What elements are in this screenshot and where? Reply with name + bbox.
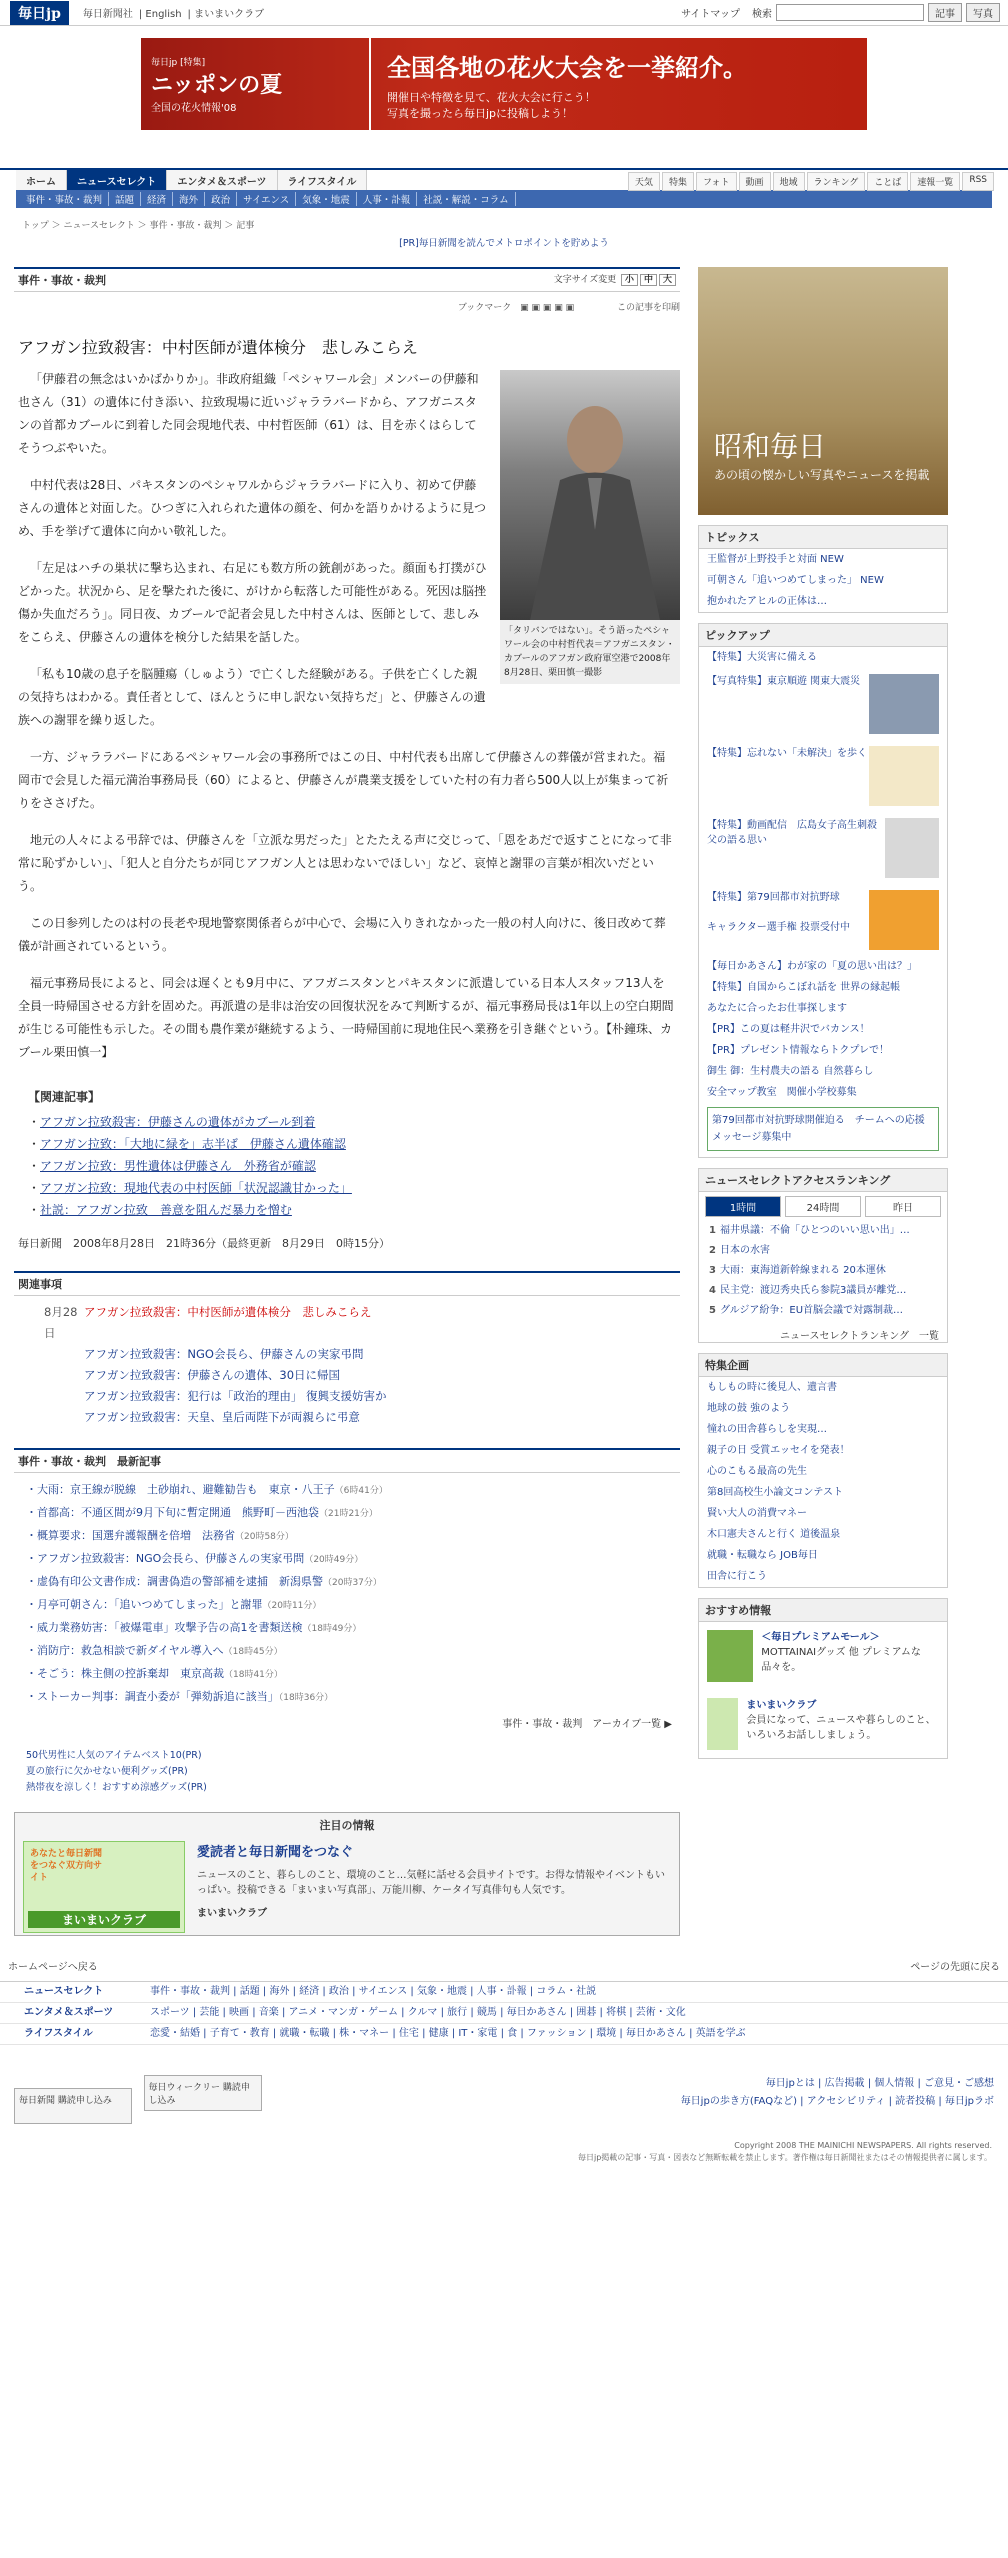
subscribe-weekly-banner[interactable]: 毎日ウィークリー 購読申し込み <box>144 2075 262 2111</box>
pickup-link[interactable]: 安全マップ教室 関催小学校募集 <box>707 1087 857 1098</box>
search-input[interactable] <box>776 4 924 21</box>
showa-banner[interactable] <box>698 267 948 515</box>
attention-body: ニュースのこと、暮らしのこと、環境のこと…気軽に話せる会員サイトです。お得な情報やイベントもいっぱい。投稿できる「まいまい写真部」、万能川柳、ケータイ写真俳句も人気です。 <box>197 1870 665 1896</box>
latest-box <box>14 1448 680 1730</box>
related-article-link[interactable]: ・社説：アフガン拉致 善意を阻んだ暴力を憎む <box>28 1203 292 1217</box>
banner-badge: 毎日jp [特集] <box>151 57 206 68</box>
feature-item[interactable]: 就職・転職なら JOB毎日 <box>707 1550 818 1561</box>
sub-nav <box>16 190 992 208</box>
club-name: まいまいクラブ <box>28 1911 180 1928</box>
nav-words[interactable]: ことば <box>867 172 908 191</box>
maimai-club-logo[interactable] <box>23 1841 185 1933</box>
bottom-nav <box>0 1981 1008 2045</box>
subscribe-mainichi-banner[interactable]: 毎日新聞 購読申し込み <box>14 2088 132 2124</box>
latest-item[interactable]: ・ストーカー判事：調査小委が「弾劾訴追に該当」（18時36分） <box>26 1690 334 1703</box>
bookmark-bar <box>14 300 680 313</box>
maimai-club-promo[interactable]: まいまいクラブ 会員になって、ニュースや暮らしのこと、いろいろお話ししましょう。 <box>699 1690 947 1758</box>
club-tagline: あなたと毎日新聞をつなぐ双方向サイト <box>30 1849 103 1883</box>
feature-item[interactable]: 第8回高校生小論文コンテスト <box>707 1487 843 1498</box>
bottom-nav-items[interactable]: スポーツ | 芸能 | 映画 | 音楽 | アニメ・マンガ・ゲーム | クルマ | 旅行 | 競馬 | 毎日かあさん | 囲碁 | 将棋 | 芸術・文化 <box>150 2007 686 2018</box>
related-box-title: 関連事項 <box>14 1271 680 1296</box>
pickup-row[interactable]: 【特集】動画配信 広島女子高生刺殺 父の語る思い <box>699 812 947 884</box>
subnav-world[interactable]: 海外 <box>173 192 205 206</box>
banner-left <box>141 38 371 130</box>
feature-item[interactable]: 田舎に行こう <box>707 1571 767 1582</box>
size-small-button[interactable]: 小 <box>621 274 638 286</box>
subnav-science[interactable]: サイエンス <box>237 192 296 206</box>
premium-mall-promo[interactable]: ＜毎日プレミアムモール＞ MOTTAINAIグッズ 他 プレミアムな品々を。 <box>699 1622 947 1690</box>
tab-news-select[interactable]: ニュースセレクト <box>67 170 167 190</box>
summer-banner[interactable] <box>141 38 867 130</box>
ranking-title: ニュースセレクトアクセスランキング <box>699 1169 947 1192</box>
copyright-notice: 毎日jp掲載の記事・写真・図表など無断転載を禁止します。著作権は毎日新聞社またはその情報提供者に属します。 <box>577 2153 992 2162</box>
toplink-maimai[interactable]: まいまいクラブ <box>194 9 265 20</box>
feature-item[interactable]: 心のこもる最高の先生 <box>707 1466 807 1477</box>
ranking-item[interactable]: 2 日本の水害 <box>709 1245 770 1256</box>
subnav-obituary[interactable]: 人事・訃報 <box>357 192 418 206</box>
nav-rss[interactable]: RSS <box>962 172 994 191</box>
main-column <box>14 267 680 1936</box>
pr-item[interactable]: 熱帯夜を涼しく！おすすめ涼感グッズ(PR) <box>26 1782 207 1793</box>
pickup-box <box>698 623 948 1158</box>
related-articles-title: 【関連記事】 <box>28 1090 101 1104</box>
toplink-mainichi[interactable]: 毎日新聞社 <box>82 9 133 20</box>
latest-item[interactable]: ・虚偽有印公文書作成：調書偽造の警部補を逮捕 新潟県警（20時37分） <box>26 1575 382 1588</box>
pickup-link[interactable]: 【PR】この夏は軽井沢でバカンス！ <box>707 1024 870 1035</box>
article-paragraph: 「左足はハチの巣状に撃ち込まれ、右足にも数方所の銃創があった。顔面も打撲がひどかった。状況から、足を撃たれた後に、がけから転落した可能性がある。死因は脳挫傷か失血だろう」。同日夜、カブールで記者会見した中村さんは、医師として、悲しみをこらえ、伊藤さんの遺体を検分した結果を話した。 <box>18 561 487 644</box>
maimai-club-image <box>707 1698 738 1750</box>
print-link[interactable]: この記事を印刷 <box>616 303 680 313</box>
related-article-link[interactable]: ・アフガン拉致：「大地に緑を」志半ば 伊藤さん遺体確認 <box>28 1137 346 1151</box>
section-header <box>14 267 680 292</box>
ranking-item[interactable]: 3 大雨：東海道新幹線まれる 20本運休 <box>709 1265 886 1276</box>
feature-box <box>698 1353 948 1588</box>
copyright <box>0 2140 1008 2164</box>
tab-lifestyle[interactable]: ライフスタイル <box>278 170 368 190</box>
topic-item[interactable]: 抱かれたアヒルの正体は… <box>707 596 827 607</box>
article-paragraph: 中村代表は28日、パキスタンのペシャワルからジャララバードに入り、初めて伊藤さんの遺体と対面した。ひつぎに入れられた遺体の顔を、何かを語りかけるように見つめ、手を挙げて遺体に向かい敬礼した。 <box>18 478 487 538</box>
bottom-nav-items[interactable]: 恋愛・結婚 | 子育て・教育 | 就職・転職 | 株・マネー | 住宅 | 健康 | IT・家電 | 食 | ファッション | 環境 | 毎日かあさん | 英語を学ぶ <box>150 2028 746 2039</box>
banner-right <box>371 48 747 121</box>
topics-title: トピックス <box>699 526 947 549</box>
article-paragraph: 福元事務局長によると、同会は遅くとも9月中に、アフガニスタンとパキスタンに派遣している日本人スタッフ13人を全員一時帰国させる方針を固めた。再派遣の是非は治安の回復状況をみて判断するが、福元事務局長は1年以上の空白期間が生じる可能性も示した。その間も農作業が継続するよう、一時帰国前に現地住民へ業務を引き継ぐという。【朴鐘珠、カブール栗田慎一】 <box>18 976 674 1059</box>
nav-feature[interactable]: 特集 <box>662 172 694 191</box>
bottom-nav-label[interactable]: エンタメ＆スポーツ <box>24 2007 114 2018</box>
banner-line2: 写真を撮ったら毎日jpに投稿しよう！ <box>387 106 574 120</box>
toplink-english[interactable]: English <box>145 9 182 20</box>
pickup-link[interactable]: 【PR】プレゼント情報ならトクプレで！ <box>707 1045 889 1056</box>
top-links: 毎日新聞社 | English | まいまいクラブ <box>82 9 265 20</box>
pickup-link[interactable]: 御生 御：生村農夫の語る 自然暮らし <box>707 1066 874 1077</box>
latest-item[interactable]: ・概算要求：国選弁護報酬を倍増 法務省（20時58分） <box>26 1529 294 1542</box>
related-row[interactable]: アフガン拉致殺害：犯行は「政治的理由」 復興支援妨害か <box>84 1389 387 1403</box>
archive-link[interactable]: 事件・事故・裁判 アーカイブ一覧 ▶ <box>502 1719 672 1730</box>
footer-links-2[interactable]: 毎日jpの歩き方(FAQなど) | アクセシビリティ | 読者投稿 | 毎日jpラボ <box>680 2096 994 2107</box>
nav-ranking[interactable]: ランキング <box>807 172 866 191</box>
subnav-topics[interactable]: 話題 <box>109 192 141 206</box>
pickup-link[interactable]: 【特集】自国からこぼれ話を 世界の縁起帳 <box>707 982 901 993</box>
nav-video[interactable]: 動画 <box>739 172 771 191</box>
feature-item[interactable]: 地球の鼓 強のよう <box>707 1403 791 1414</box>
copyright-text: Copyright 2008 THE MAINICHI NEWSPAPERS. All rights reserved. <box>734 2141 992 2150</box>
topic-item[interactable]: 可朝さん「追いつめてしまった」 NEW <box>707 575 884 586</box>
pr-item[interactable]: 夏の旅行に欠かせない便利グッズ(PR) <box>26 1766 188 1777</box>
osusume-title: おすすめ情報 <box>699 1599 947 1622</box>
tab-entertainment[interactable]: エンタメ＆スポーツ <box>167 170 277 190</box>
ranking-more-link[interactable]: ニュースセレクトランキング 一覧 <box>780 1331 939 1342</box>
feature-item[interactable]: 親子の日 受賞エッセイを発表！ <box>707 1445 850 1456</box>
pickup-link[interactable]: 第79回都市対抗野球開催迫る チームへの応援メッセージ募集中 <box>707 1107 939 1151</box>
home-link[interactable]: ホームページへ戻る <box>8 1962 98 1973</box>
tab-home[interactable]: ホーム <box>16 170 67 190</box>
pickup-row[interactable]: 【写真特集】東京順遊 関東大震災 <box>699 668 947 740</box>
osusume-box <box>698 1598 948 1759</box>
size-large-button[interactable]: 大 <box>659 274 676 286</box>
latest-item[interactable]: ・大雨：京王線が脱線 土砂崩れ、避難勧告も 東京・八王子（6時41分） <box>26 1483 388 1496</box>
bottom-nav-row <box>0 1982 1008 2003</box>
bottom-nav-label[interactable]: ニュースセレクト <box>24 1986 104 1997</box>
bookmark-icons[interactable]: ▣ ▣ ▣ ▣ ▣ <box>520 303 575 313</box>
bottom-nav-items[interactable]: 事件・事故・裁判 | 話題 | 海外 | 経済 | 政治 | サイエンス | 気象・地震 | 人事・訃報 | コラム・社説 <box>150 1986 597 1997</box>
bottom-nav-row <box>0 2003 1008 2024</box>
main-nav <box>0 168 1008 190</box>
bookmark-label: ブックマーク <box>457 303 512 313</box>
search-articles-button[interactable]: 記事 <box>928 3 962 22</box>
ranking-box <box>698 1168 948 1343</box>
sidebar <box>698 267 948 1936</box>
footer <box>0 2075 1008 2124</box>
size-medium-button[interactable]: 中 <box>640 274 657 286</box>
site-logo[interactable]: 毎日jp <box>10 1 69 25</box>
related-row[interactable]: 8月28日 アフガン拉致殺害：中村医師が遺体検分 悲しみこらえ <box>44 1305 372 1340</box>
related-article-link[interactable]: ・アフガン拉致：現地代表の中村医師「状況認識甘かった」 <box>28 1181 352 1195</box>
pr-top-link[interactable]: [PR]毎日新聞を読んでメトロポイントを貯めよう <box>399 238 609 249</box>
article-photo <box>500 370 680 684</box>
pickup-thumb <box>869 674 939 734</box>
pickup-thumb <box>885 818 939 878</box>
banner-left-sub: 全国の花火情報'08 <box>151 102 237 114</box>
text-size-control <box>554 272 676 288</box>
pickup-item[interactable]: 【特集】大災害に備える <box>707 652 817 663</box>
footer-links-1[interactable]: 毎日jpとは | 広告掲載 | 個人情報 | ご意見・ご感想 <box>765 2078 994 2089</box>
attention-headline[interactable]: 愛読者と毎日新聞をつなぐ <box>197 1845 354 1860</box>
attention-box <box>14 1812 680 1936</box>
banner-right-title: 全国各地の花火大会を一挙紹介。 <box>387 53 747 82</box>
subnav-politics[interactable]: 政治 <box>205 192 237 206</box>
ranking-item[interactable]: 4 民主党：渡辺秀央氏ら参院3議員が離党… <box>709 1285 907 1296</box>
top-link[interactable]: ページの先頭に戻る <box>910 1962 1000 1973</box>
search-area <box>681 3 1000 22</box>
related-article-link[interactable]: ・アフガン拉致：男性遺体は伊藤さん 外務省が確認 <box>28 1159 316 1173</box>
subnav-crime[interactable]: 事件・事故・裁判 <box>20 192 109 206</box>
latest-box-title: 事件・事故・裁判 最新記事 <box>14 1448 680 1473</box>
photo-image[interactable] <box>500 370 680 620</box>
feature-item[interactable]: 賢い大人の消費マネー <box>707 1508 807 1519</box>
related-row[interactable]: アフガン拉致殺害：天皇、皇后両陛下が両親らに弔意 <box>84 1410 360 1424</box>
ranking-tab-1h[interactable]: 1時間 <box>705 1196 781 1217</box>
nav-breaking[interactable]: 速報一覧 <box>910 172 960 191</box>
latest-item[interactable]: ・月亭可朝さん：「追いつめてしまった」と謝罪（20時11分） <box>26 1598 322 1611</box>
banner-line1: 開催日や特徴を見て、花火大会に行こう！ <box>387 90 596 104</box>
nav-right-links <box>628 172 994 191</box>
feature-title: 特集企画 <box>699 1354 947 1377</box>
ranking-item[interactable]: 1 福井県議：不倫「ひとつのいい思い出」… <box>709 1225 910 1236</box>
nav-photo[interactable]: フォト <box>696 172 737 191</box>
search-label: 検索 <box>752 9 772 20</box>
article-headline: アフガン拉致殺害：中村医師が遺体検分 悲しみこらえ <box>18 338 418 357</box>
feature-item[interactable]: 憧れの田舎暮らしを実現… <box>707 1424 827 1435</box>
sitemap-link[interactable]: サイトマップ <box>681 9 740 20</box>
text-size-label: 文字サイズ変更 <box>553 275 617 285</box>
related-box <box>14 1271 680 1428</box>
topics-box <box>698 525 948 613</box>
banner-left-title: ニッポンの夏 <box>151 72 283 98</box>
article-paragraph: この日参列したのは村の長老や現地警察関係者らが中心で、会場に入りきれなかった一般の村人向けに、後日改めて葬儀が計画されているという。 <box>18 916 666 953</box>
section-title: 事件・事故・裁判 <box>18 274 106 287</box>
showa-sub: あの頃の懐かしい写真やニュースを掲載 <box>714 468 930 482</box>
latest-item[interactable]: ・そごう：株主側の控訴棄却 東京高裁（18時41分） <box>26 1667 283 1680</box>
person-illustration <box>500 370 680 620</box>
bottom-nav-label[interactable]: ライフスタイル <box>24 2028 93 2039</box>
pickup-title: ピックアップ <box>699 624 947 647</box>
nav-weather[interactable]: 天気 <box>628 172 660 191</box>
ranking-tab-24h[interactable]: 24時間 <box>785 1196 861 1217</box>
related-article-link[interactable]: ・アフガン拉致殺害：伊藤さんの遺体がカブール到着 <box>28 1115 316 1129</box>
attention-title: 注目の情報 <box>319 1819 375 1832</box>
latest-item[interactable]: ・首都高：不通区間が9月下旬に暫定開通 熊野町－西池袋（21時21分） <box>26 1506 378 1519</box>
nav-region[interactable]: 地域 <box>773 172 805 191</box>
feature-item[interactable]: もしもの時に後見人、遺言書 <box>707 1382 837 1393</box>
pickup-link[interactable]: 【毎日かあさん】わが家の「夏の思い出は？」 <box>707 961 917 972</box>
pr-list <box>26 1748 680 1796</box>
latest-item[interactable]: ・アフガン拉致殺害：NGO会長ら、伊藤さんの実家弔問（20時49分） <box>26 1552 364 1565</box>
pickup-thumb <box>869 746 939 806</box>
bottom-nav-row <box>0 2024 1008 2045</box>
subnav-weather[interactable]: 気象・地震 <box>296 192 357 206</box>
article-paragraph: 地元の人々による弔辞では、伊藤さんを「立派な男だった」とたたえる声に交じって、「恩をあだで返すことになって非常に恥ずかしい」、「犯人と自分たちが同じアフガン人とは思わないでほしい」など、哀悼と謝罪の言葉が相次いだという。 <box>18 833 672 893</box>
photo-caption: 「タリバンではない」。そう語ったペシャワール会の中村哲代表＝アフガニスタン・カブールのアフガン政府軍空港で2008年8月28日、栗田慎一撮影 <box>500 620 680 684</box>
page-links <box>0 1958 1008 1973</box>
top-bar <box>0 0 1008 26</box>
latest-item[interactable]: ・消防庁：救急相談で新ダイヤル導入へ（18時45分） <box>26 1644 283 1657</box>
pickup-link[interactable]: あなたに合ったお仕事探します <box>707 1003 847 1014</box>
article-paragraph: 「伊藤君の無念はいかばかりか」。非政府組織「ペシャワール会」メンバーの伊藤和也さん（31）の遺体に付き添い、拉致現場に近いジャララバードから、アフガニスタンの首都カブールに到着した同会現地代表、中村哲医師（61）は、目を赤くはらしてそうつぶやいた。 <box>18 372 479 455</box>
article-byline: 毎日新聞 2008年8月28日 21時36分（最終更新 8月29日 0時15分） <box>18 1237 390 1250</box>
showa-title: 昭和毎日 <box>714 430 827 463</box>
pr-item[interactable]: 50代男性に人気のアイテムベスト10(PR) <box>26 1750 202 1761</box>
ranking-tab-yesterday[interactable]: 昨日 <box>865 1196 941 1217</box>
subnav-economy[interactable]: 経済 <box>141 192 173 206</box>
premium-mall-image <box>707 1630 753 1682</box>
article-paragraph: 一方、ジャララバードにあるペシャワール会の事務所ではこの日、中村代表も出席して伊藤さんの葬儀が営まれた。福岡市で会見した福元満治事務局長（60）によると、伊藤さんが農業支援をしていた村の有力者ら500人以上が集まって祈りをささげた。 <box>18 750 669 810</box>
attention-link[interactable]: まいまいクラブ <box>197 1908 267 1919</box>
ranking-item[interactable]: 5 グルジア紛争：EU首脳会議で対露制裁… <box>709 1305 904 1316</box>
subnav-editorial[interactable]: 社説・解説・コラム <box>417 192 515 206</box>
topic-item[interactable]: 王監督が上野投手と対面 NEW <box>707 554 844 565</box>
search-photos-button[interactable]: 写真 <box>966 3 1000 22</box>
article-paragraph: 「私も10歳の息子を脳腫瘍（しゅよう）で亡くした経験がある。子供を亡くした親の気持ちはわかる。責任者として、ほんとうに申し訳ない気持ちだ」と、伊藤さんの遺族への謝罪を繰り返した。 <box>18 667 486 727</box>
related-row[interactable]: アフガン拉致殺害：NGO会長ら、伊藤さんの実家弔問 <box>84 1347 364 1361</box>
feature-item[interactable]: 木口憲夫さんと行く 道後温泉 <box>707 1529 841 1540</box>
breadcrumb[interactable]: トップ ＞ ニュースセレクト ＞ 事件・事故・裁判 ＞ 記事 <box>22 221 255 231</box>
pickup-thumb <box>869 890 939 950</box>
pickup-row[interactable]: 【特集】忘れない「未解決」を歩く <box>699 740 947 812</box>
latest-item[interactable]: ・威力業務妨害：「被爆電車」攻撃予告の高1を書類送検（18時49分） <box>26 1621 362 1634</box>
pickup-row[interactable]: 【特集】第79回都市対抗野球 キャラクター選手権 投票受付中 <box>699 884 947 956</box>
related-row[interactable]: アフガン拉致殺害：伊藤さんの遺体、30日に帰国 <box>84 1368 341 1382</box>
